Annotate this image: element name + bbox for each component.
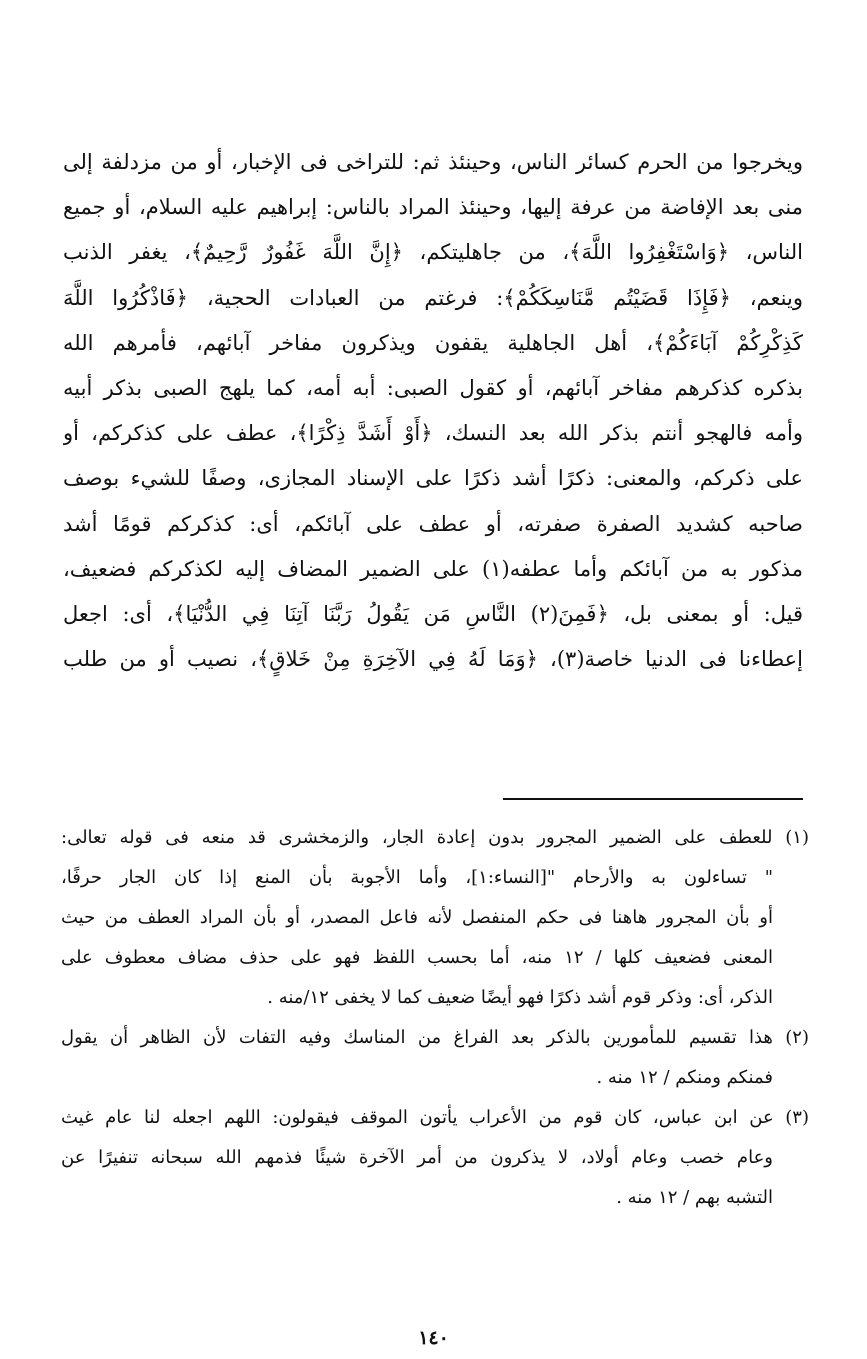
footnote-line: الذكر، أى: وذكر قوم أشد ذكرًا فهو أيضًا ضعيف كما لا يخفى ١٢/منه . — [267, 987, 773, 1008]
footnote-line: " تساءلون به والأرحام "[النساء:١]، وأما الأجوبة بأن المنع إذا كان الجار حرفًا، — [61, 867, 774, 888]
main-text-line: على ذكركم، والمعنى: ذكرًا أشد ذكرًا على الإسناد المجازى، وصفًا للشيء بوصف — [63, 466, 803, 491]
footnote-line: المعنى فضعيف كلها / ١٢ منه، أما بحسب اللفظ فهو على حذف مضاف معطوف على — [61, 947, 773, 968]
footnote-line: (٣) عن ابن عباس، كان قوم من الأعراب يأتون الموقف فيقولون: اللهم اجعله لنا عام غيث — [61, 1107, 809, 1128]
main-text-line: منى بعد الإفاضة من عرفة إليها، وحينئذ المراد بالناس: إبراهيم عليه السلام، أو جميع — [63, 195, 803, 220]
footnote-line: فمنكم ومنكم / ١٢ منه . — [596, 1067, 773, 1088]
footnote-1 — [61, 818, 809, 1018]
footnote-line: وعام خصب وعام أولاد، لا يذكرون من أمر الآخرة شيئًا فذمهم الله سبحانه تنفيرًا عن — [61, 1147, 773, 1168]
footnote-2 — [61, 1018, 809, 1098]
main-text-line: صاحبه كشديد الصفرة صفرته، أو عطف على آبائكم، أى: كذكركم قومًا أشد — [63, 511, 803, 536]
main-text-line: مذكور به من آبائكم وأما عطفه(١) على الضمير المضاف إليه لكذكركم فضعيف، — [63, 556, 803, 581]
main-text-line: قيل: أو بمعنى بل، ﴿فَمِنَ(٢) النَّاسِ مَن يَقُولُ رَبَّنَا آتِنَا فِي الدُّنْيَا﴾، أى: اجعل — [63, 602, 803, 627]
main-text-line: كَذِكْرِكُمْ آبَاءَكُمْ﴾، أهل الجاهلية يقفون ويذكرون مفاخر آبائهم، فأمرهم الله — [63, 330, 803, 355]
main-text-line: بذكره كذكرهم مفاخر آبائهم، أو كقول الصبى: أبه أمه، كما يلهج الصبى بذكر أبيه — [63, 376, 803, 401]
footnotes-block — [61, 818, 809, 1218]
footnote-line: (٢) هذا تقسيم للمأمورين بالذكر بعد الفراغ من المناسك وفيه التفات لأن الظاهر أن يقول — [61, 1027, 809, 1048]
main-text-line: ويخرجوا من الحرم كسائر الناس، وحينئذ ثم: للتراخى فى الإخبار، أو من مزدلفة إلى — [63, 150, 803, 174]
main-text-line: إعطاءنا فى الدنيا خاصة(٣)، ﴿وَمَا لَهُ فِي الآخِرَةِ مِنْ خَلاقٍ﴾، نصيب أو من طلب — [63, 647, 803, 672]
main-text-line: وأمه فالهجو أنتم بذكر الله بعد النسك، ﴿أَوْ أَشَدَّ ذِكْرًا﴾، عطف على كذكركم، أو — [63, 421, 803, 446]
footnote-line: (١) للعطف على الضمير المجرور بدون إعادة الجار، والزمخشرى قد منعه فى قوله تعالى: — [61, 827, 809, 848]
main-text-line: وينعم، ﴿فَإِذَا قَضَيْتُم مَّنَاسِكَكُمْ﴾: فرغتم من العبادات الحجية، ﴿فَاذْكُرُوا اللَّهَ — [63, 285, 803, 310]
main-text-block — [63, 140, 803, 682]
footnote-line: أو بأن المجرور هاهنا فى حكم المنفصل لأنه فاعل المصدر، أو بأن المراد العطف من حيث — [61, 907, 773, 928]
page-number: ١٤٠ — [418, 1327, 449, 1349]
footnote-3 — [61, 1098, 809, 1218]
main-text-line: الناس، ﴿وَاسْتَغْفِرُوا اللَّهَ﴾، من جاهليتكم، ﴿إِنَّ اللَّهَ غَفُورٌ رَّحِيمٌ﴾، يغفر الذنب — [63, 240, 803, 265]
footnote-separator — [503, 798, 803, 800]
footnote-line: التشبه بهم / ١٢ منه . — [616, 1187, 773, 1208]
